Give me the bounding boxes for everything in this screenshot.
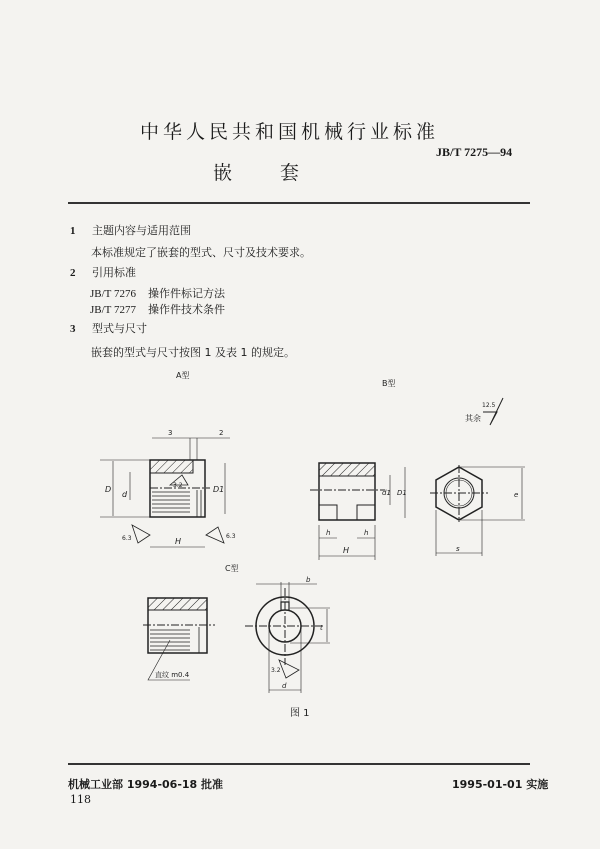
- dim-b: b: [306, 576, 311, 584]
- ref-code: JB/T 7276: [90, 288, 136, 300]
- roughness-a-left: 6.3: [122, 535, 132, 542]
- roughness-a-right: 6.3: [226, 533, 236, 540]
- dim-s: s: [456, 545, 460, 553]
- dim-d: d: [282, 682, 287, 690]
- dim-H: H: [343, 546, 350, 555]
- section-number: 3: [70, 323, 76, 335]
- section-heading: 型式与尺寸: [92, 322, 147, 335]
- section-number: 2: [70, 267, 76, 279]
- approval-info: 机械工业部 1994-06-18 批准: [68, 778, 224, 791]
- dim-D1: D1: [397, 489, 407, 497]
- section-heading: 主题内容与适用范围: [92, 224, 191, 237]
- roughness-a: 3.2: [173, 482, 183, 489]
- type-a-drawing: [100, 429, 236, 547]
- section-number: 1: [70, 225, 76, 237]
- footer-rule: [68, 763, 530, 765]
- dim-t: t: [320, 624, 323, 632]
- others-label: 其余: [465, 414, 481, 423]
- page-number: 118: [70, 793, 91, 806]
- standard-number: JB/T 7275—94: [436, 145, 513, 159]
- dim-2: 2: [219, 429, 224, 437]
- type-c-drawing: [143, 576, 330, 693]
- ref-title: 操作件技术条件: [148, 303, 225, 316]
- effective-date: 1995-01-01 实施: [452, 778, 549, 791]
- type-c-label: C型: [225, 564, 239, 573]
- roughness-c: 3.2: [271, 667, 281, 674]
- dim-D1: D1: [213, 485, 225, 494]
- section-1-text: 本标准规定了嵌套的型式、尺寸及技术要求。: [91, 246, 311, 259]
- dim-D: D: [105, 485, 112, 494]
- dim-e: e: [514, 491, 519, 499]
- others-roughness: 12.5: [482, 402, 496, 409]
- type-b-label: B型: [382, 379, 396, 388]
- doc-title: 嵌套: [213, 162, 348, 184]
- dim-h: h: [326, 529, 331, 537]
- dim-H: H: [175, 537, 182, 546]
- dim-3: 3: [168, 429, 173, 437]
- type-a-label: A型: [176, 371, 190, 380]
- figure-caption: 图 1: [290, 708, 310, 719]
- type-b-drawing: [310, 463, 525, 560]
- section-heading: 引用标准: [92, 266, 136, 279]
- knurl-note: 直纹 m0.4: [155, 671, 190, 679]
- org-title: 中华人民共和国机械行业标准: [140, 121, 440, 143]
- dim-h: h: [364, 529, 369, 537]
- ref-title: 操作件标记方法: [148, 287, 225, 300]
- dim-d1: d1: [382, 489, 391, 497]
- ref-code: JB/T 7277: [90, 304, 136, 316]
- section-3-text: 嵌套的型式与尺寸按图 1 及表 1 的规定。: [91, 346, 295, 359]
- dim-d: d: [122, 490, 128, 499]
